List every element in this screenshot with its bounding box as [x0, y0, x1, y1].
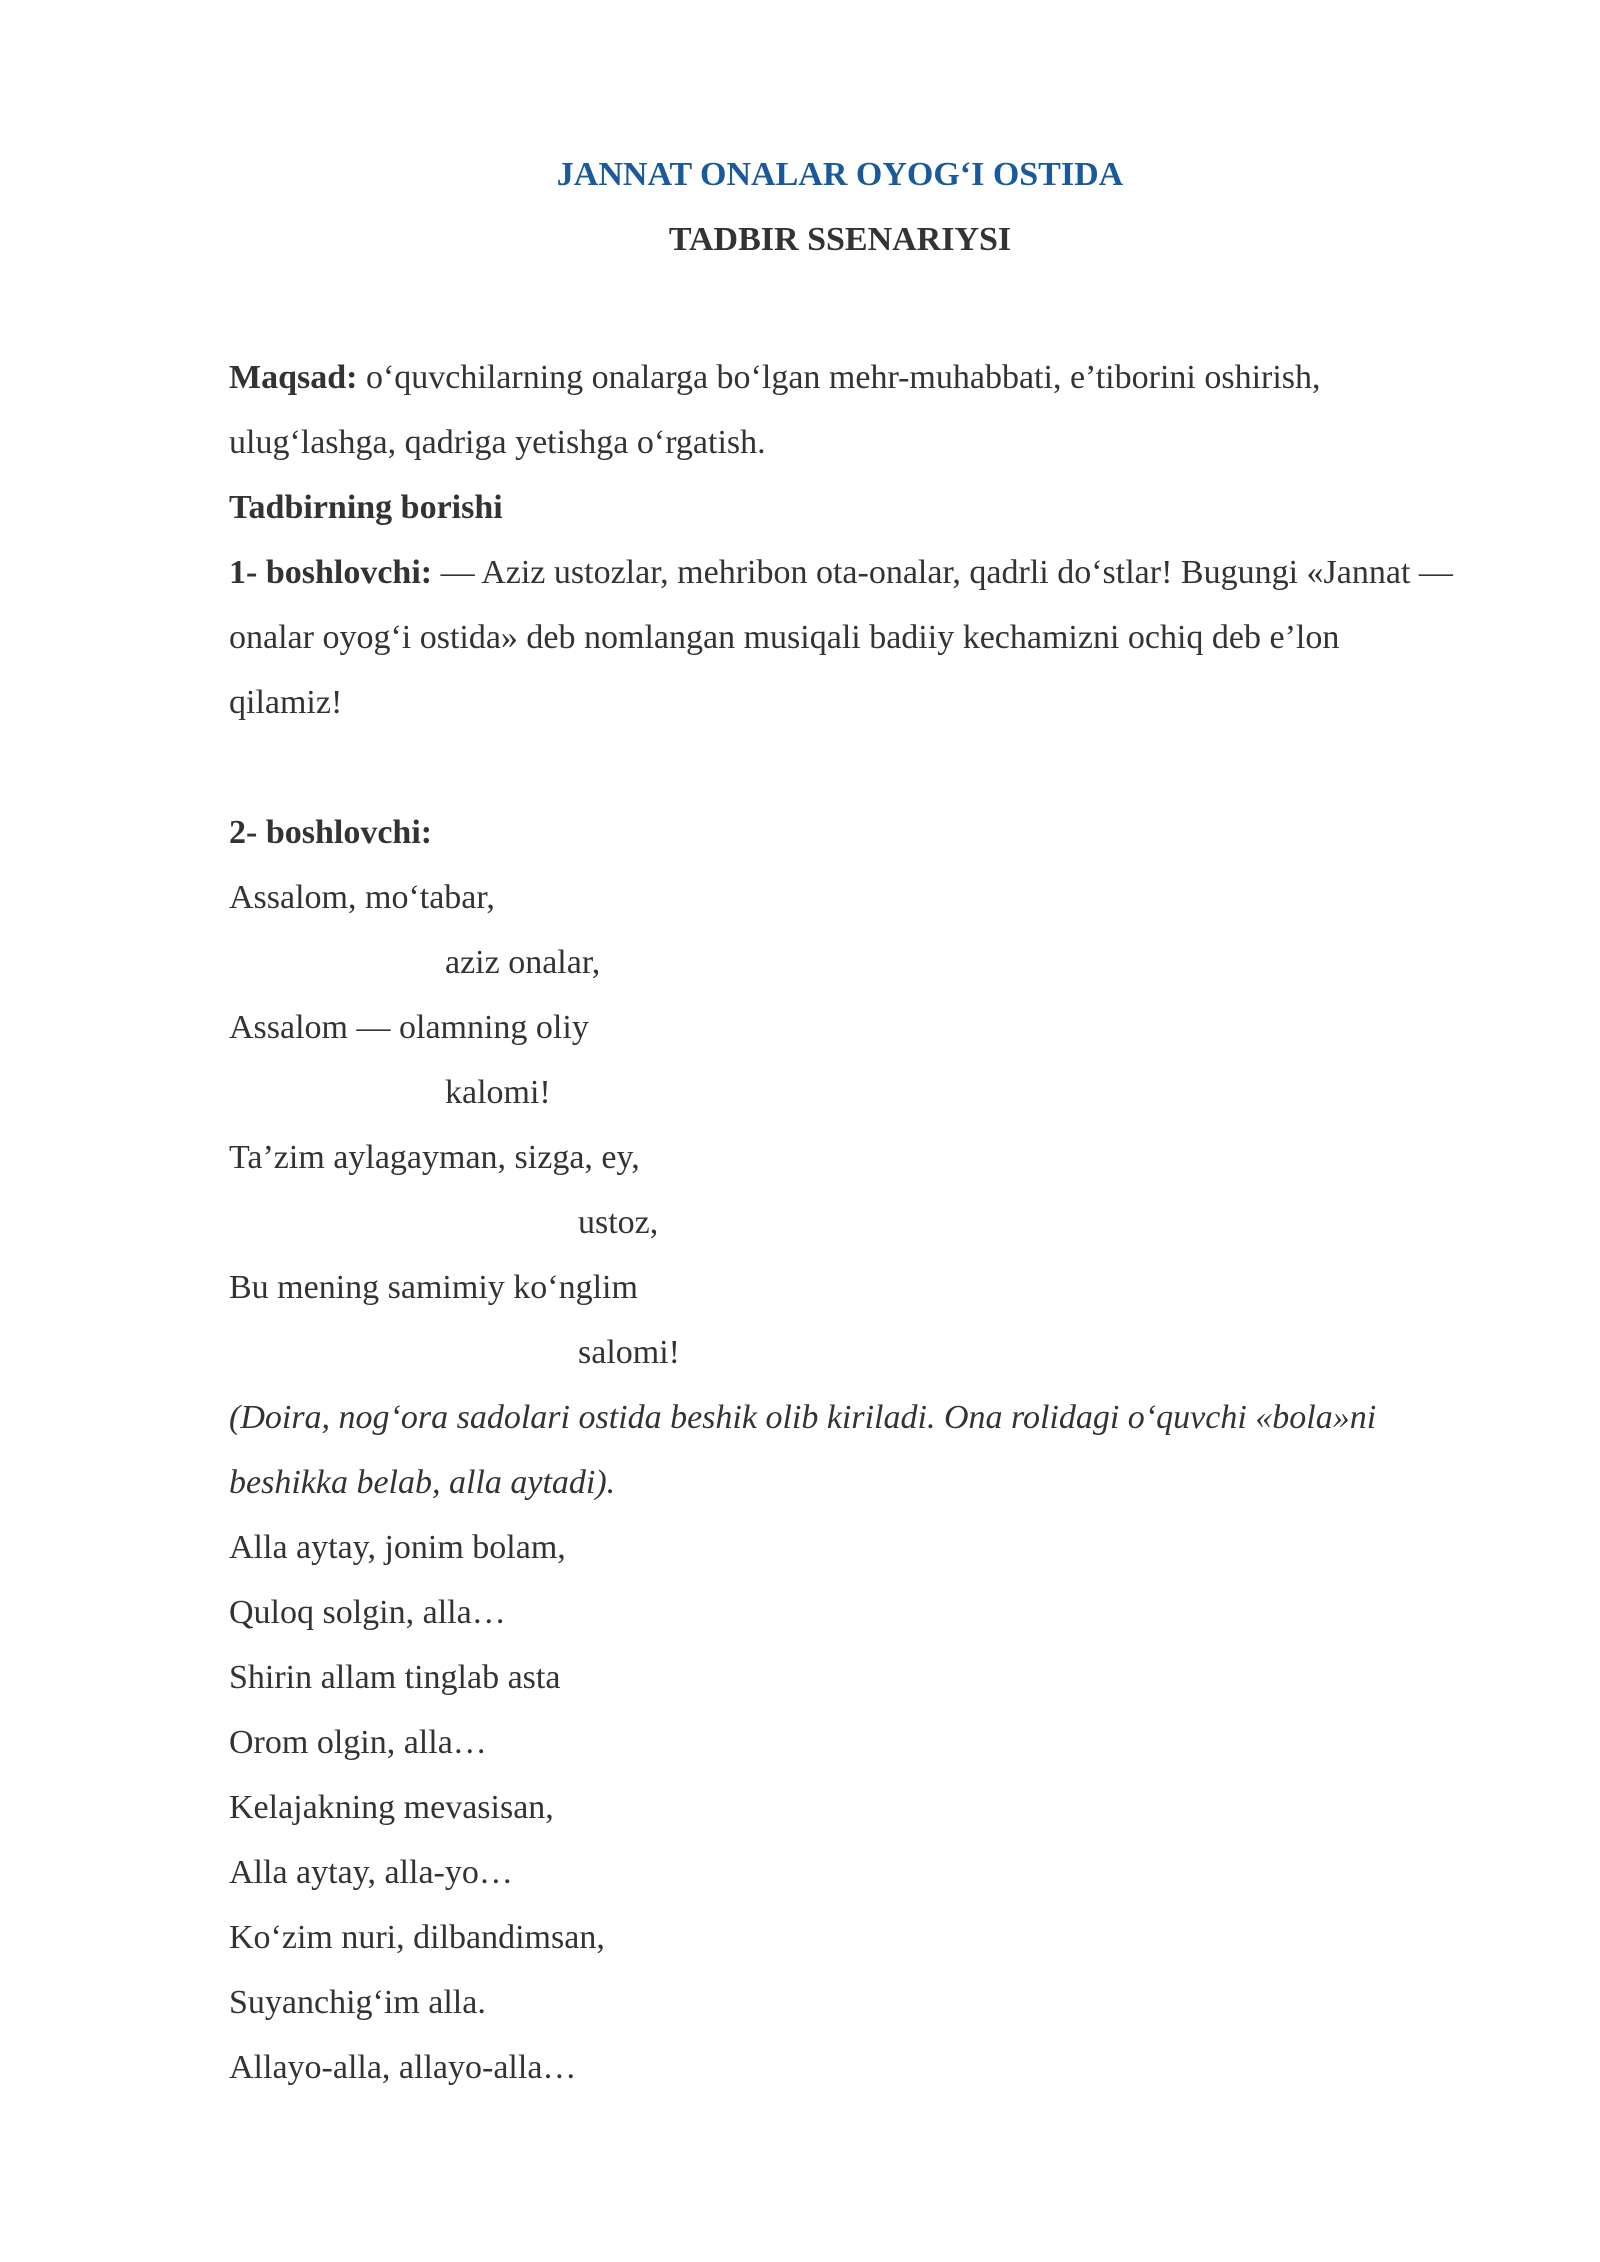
goal-text: o‘quvchilarning onalarga bo‘lgan mehr-muhabbati, e’tiborini oshirish, ulug‘lashga, qadriga yetishga o‘rgatish. [229, 359, 1321, 461]
lullaby-line: Suyanchig‘im alla. [229, 1984, 486, 2021]
document-subtitle: TADBIR SSENARIYSI [668, 221, 1012, 258]
poem-line: Assalom — olamning oliy [229, 1009, 589, 1046]
stage-direction [229, 1385, 1459, 1515]
host2-paragraph [229, 800, 1459, 865]
poem-line: Ta’zim aylagayman, sizga, ey, [229, 1139, 640, 1176]
poem-line: aziz onalar, [445, 944, 601, 981]
host1-label: 1- boshlovchi: [229, 554, 433, 591]
host1-text: — Aziz ustozlar, mehribon ota-onalar, qadrli do‘stlar! Bugungi «Jannat — onalar oyog‘i ostida» deb nomlangan musiqali badiiy kechamizni ochiq deb e’lon qilamiz! [229, 554, 1453, 721]
lullaby-line: Ko‘zim nuri, dilbandimsan, [229, 1919, 605, 1956]
document-title: JANNAT ONALAR OYOG‘I OSTIDA [556, 156, 1124, 193]
host2-label: 2- boshlovchi: [229, 814, 433, 851]
poem-line: kalomi! [445, 1074, 551, 1111]
goal-paragraph [229, 345, 1459, 475]
lullaby-line: Shirin allam tinglab asta [229, 1659, 561, 1696]
lullaby-line: Alla aytay, jonim bolam, [229, 1529, 566, 1566]
stage-direction-text: (Doira, nog‘ora sadolari ostida beshik olib kiriladi. Ona rolidagi o‘quvchi «bola»ni beshikka belab, alla aytadi). [229, 1399, 1377, 1501]
lullaby-line: Quloq solgin, alla… [229, 1594, 506, 1631]
poem-line: Bu mening samimiy ko‘nglim [229, 1269, 638, 1306]
poem-line: Assalom, mo‘tabar, [229, 879, 495, 916]
lullaby-line: Alla aytay, alla-yo… [229, 1854, 513, 1891]
section-heading [229, 475, 1459, 540]
poem-line: ustoz, [578, 1204, 659, 1241]
section-heading-text: Tadbirning borishi [229, 489, 503, 526]
spacer [229, 735, 1459, 800]
lullaby-line: Orom olgin, alla… [229, 1724, 487, 1761]
lullaby-line: Kelajakning mevasisan, [229, 1789, 554, 1826]
document-body [229, 345, 1459, 2100]
goal-label: Maqsad: [229, 359, 358, 396]
host1-paragraph [229, 540, 1459, 735]
poem-line: salomi! [578, 1334, 680, 1371]
lullaby-line: Allayo-alla, allayo-alla… [229, 2049, 577, 2086]
